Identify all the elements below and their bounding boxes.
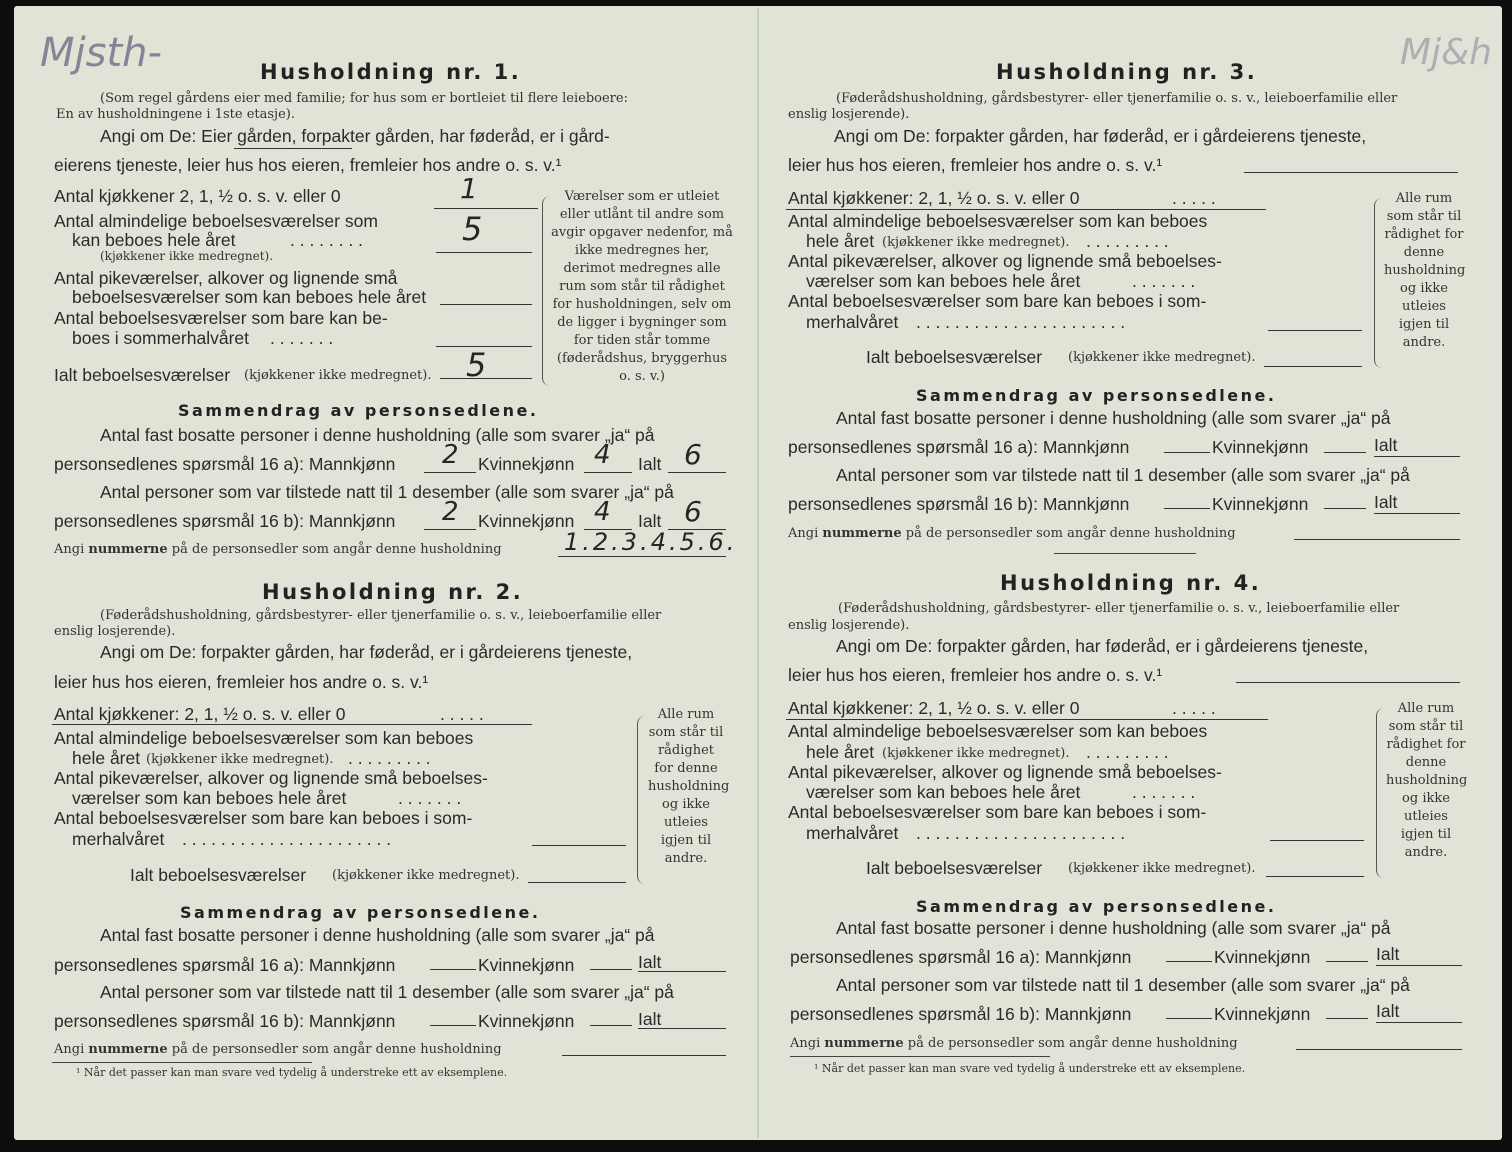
household-4-angi-line1: Angi om De: forpakter gården, har føderåd, er i gårdeierens tjeneste, [836, 636, 1369, 656]
footnote-right: ¹ Når det passer kan man svare ved tydelig å understreke ett av eksemplene. [814, 1062, 1246, 1075]
household-2-resident-line2: personsedlenes spørsmål 16 a): Mannkjønn [54, 955, 396, 975]
household-4-resident-male-line [1166, 961, 1212, 962]
household-2-summer-dots: . . . . . . . . . . . . . . . . . . . . . . [182, 829, 392, 849]
household-1-title: Husholdning nr. 1. [260, 60, 522, 84]
household-4-resident-total-label: Ialt [1376, 944, 1400, 964]
household-3-resident-male-line [1164, 452, 1210, 453]
household-1-resident-line1: Antal fast bosatte personer i denne husholdning (alle som svarer „ja“ på [100, 425, 655, 445]
household-3-total-label: Ialt beboelsesværelser [866, 347, 1043, 367]
household-4-angi-line2: leier hus hos eieren, fremleier hos andre o. s. v.¹ [788, 665, 1163, 685]
household-4-present-line2: personsedlenes spørsmål 16 b): Mannkjønn [790, 1004, 1132, 1024]
household-4-present-female-label: Kvinnekjønn [1214, 1004, 1311, 1024]
household-1-angi-line2: eierens tjeneste, leier hus hos eieren, fremleier hos andre o. s. v.¹ [54, 155, 562, 175]
household-1-summer-label2: boes i sommerhalvåret [72, 328, 250, 348]
footnote-rule-left [52, 1062, 312, 1063]
household-3-resident-total-line [1374, 456, 1460, 457]
footnote-left: ¹ Når det passer kan man svare ved tydelig å understreke ett av eksemplene. [76, 1066, 508, 1079]
page-fold [757, 8, 759, 1138]
household-2-maid-label1: Antal pikeværelser, alkover og lignende små beboelses- [54, 768, 488, 788]
household-1-maid-line [440, 304, 532, 305]
household-3-brace [1374, 198, 1383, 368]
household-1-numbers-line [558, 556, 726, 557]
household-2-present-total-label: Ialt [638, 1009, 662, 1029]
household-1-rooms-value: 5 [462, 210, 483, 248]
household-3-side-note: Alle rum som står til rådighet for denne husholdning og ikke utleies igjen til andre. [1384, 191, 1466, 350]
household-1-resident-female-label: Kvinnekjønn [478, 454, 575, 474]
household-2-present-female-label: Kvinnekjønn [478, 1011, 575, 1031]
household-2-title: Husholdning nr. 2. [262, 580, 524, 604]
household-2-angi-line1: Angi om De: forpakter gården, har føderåd, er i gårdeierens tjeneste, [100, 642, 633, 662]
household-2-total-note: (kjøkkener ikke medregnet). [332, 868, 520, 883]
household-4-side-note: Alle rum som står til rådighet for denne husholdning og ikke utleies igjen til andre. [1386, 701, 1468, 860]
household-2-present-total-line [638, 1028, 726, 1029]
household-3-rooms-note: (kjøkkener ikke medregnet). [882, 235, 1070, 250]
household-2-resident-total-line [638, 971, 726, 972]
household-3-present-female-label: Kvinnekjønn [1212, 494, 1309, 514]
household-3-resident-female-label: Kvinnekjønn [1212, 437, 1309, 457]
household-2-brace [637, 716, 646, 884]
household-1-maid-label1: Antal pikeværelser, alkover og lignende små [54, 268, 398, 288]
household-2-resident-line1: Antal fast bosatte personer i denne husholdning (alle som svarer „ja“ på [100, 925, 655, 945]
household-2-summer-label1: Antal beboelsesværelser som bare kan beboes i som- [54, 808, 473, 828]
household-2-summer-line [532, 845, 626, 846]
household-1-summary-title: Sammendrag av personsedlene. [178, 401, 539, 420]
pencil-note-left: Mjsth- [40, 30, 162, 76]
household-1-present-total: 6 [684, 495, 702, 528]
household-2-rooms-label2: hele året [72, 748, 141, 768]
household-1-numbers-value: 1.2.3.4.5.6. [564, 528, 738, 556]
household-4-summer-dots: . . . . . . . . . . . . . . . . . . . . . . [916, 823, 1126, 843]
pencil-note-right: Mj&h [1400, 32, 1492, 73]
household-1-side-note: Værelser som er utleiet eller utlånt til andre som avgir opgaver nedenfor, må ikke medregnes her, derimot medregnes alle rum som står til rådighet for husholdningen, selv om de ligger i bygninger som for tiden står tomme (føderådshus, bryggerhus o. s. v.) [551, 189, 733, 384]
household-4-brace [1376, 708, 1385, 878]
household-1-rooms-label2: kan beboes hele året [72, 230, 236, 250]
household-3-present-total-line [1374, 513, 1460, 514]
household-1-rooms-line [436, 252, 532, 253]
household-3-rooms-label2: hele året [806, 231, 875, 251]
household-4-present-total-label: Ialt [1376, 1001, 1400, 1021]
household-3-rooms-dots: . . . . . . . . . [1086, 231, 1169, 251]
household-3-present-line2: personsedlenes spørsmål 16 b): Mannkjønn [788, 494, 1130, 514]
household-4-resident-female-label: Kvinnekjønn [1214, 947, 1311, 967]
household-3-present-female-line [1324, 508, 1366, 509]
household-4-present-female-line [1326, 1018, 1368, 1019]
household-4-resident-line2: personsedlenes spørsmål 16 a): Mannkjønn [790, 947, 1132, 967]
household-4-maid-label1: Antal pikeværelser, alkover og lignende små beboelses- [788, 762, 1222, 782]
household-3-title: Husholdning nr. 3. [996, 60, 1258, 84]
household-1-rooms-label1: Antal almindelige beboelsesværelser som [54, 211, 378, 231]
household-3-maid-label1: Antal pikeværelser, alkover og lignende små beboelses- [788, 251, 1222, 271]
household-4-summer-line [1270, 840, 1364, 841]
household-4-total-line [1266, 876, 1364, 877]
household-3-maid-label2: værelser som kan beboes hele året [806, 271, 1081, 291]
household-3-total-note: (kjøkkener ikke medregnet). [1068, 350, 1256, 365]
household-4-resident-total-line [1376, 965, 1462, 966]
household-3-kitchens-label: Antal kjøkkener: 2, 1, ½ o. s. v. eller 0 [788, 188, 1080, 208]
household-4-maid-dots: . . . . . . . [1132, 782, 1196, 802]
household-3-intro-line2: enslig losjerende). [788, 107, 910, 122]
household-4-summer-label1: Antal beboelsesværelser som bare kan beboes i som- [788, 802, 1207, 822]
household-1-resident-line2: personsedlenes spørsmål 16 a): Mannkjønn [54, 454, 396, 474]
household-3-summer-dots: . . . . . . . . . . . . . . . . . . . . . . [916, 312, 1126, 332]
household-2-kitchens-line [52, 724, 532, 725]
household-3-numbers: Angi nummerne på de personsedler som angår denne husholdning [788, 526, 1236, 541]
household-2-side-note: Alle rum som står til rådighet for denne husholdning og ikke utleies igjen til andre. [648, 707, 730, 866]
household-4-rooms-label1: Antal almindelige beboelsesværelser som kan beboes [788, 721, 1208, 741]
household-4-rooms-dots: . . . . . . . . . [1086, 742, 1169, 762]
household-1-present-male: 2 [442, 497, 459, 527]
household-4-intro-line1: (Føderådshusholdning, gårdsbestyrer- eller tjenerfamilie o. s. v., leieboerfamilie eller [838, 601, 1400, 616]
household-4-present-line1: Antal personer som var tilstede natt til 1 desember (alle som svarer „ja“ på [836, 975, 1410, 995]
household-2-resident-total-label: Ialt [638, 952, 662, 972]
household-3-resident-female-line [1324, 452, 1366, 453]
household-4-kitchens-dots: . . . . . [1172, 698, 1216, 718]
household-3-maid-dots: . . . . . . . [1132, 271, 1196, 291]
household-1-total-label: Ialt beboelsesværelser [54, 365, 231, 385]
household-4-rooms-label2: hele året [806, 742, 875, 762]
household-3-present-total-label: Ialt [1374, 492, 1398, 512]
household-1-present-female: 4 [594, 497, 611, 527]
household-2-present-male-line [430, 1025, 476, 1026]
household-1-resident-female: 4 [594, 440, 611, 470]
household-3-summer-line [1268, 330, 1362, 331]
household-4-total-note: (kjøkkener ikke medregnet). [1068, 861, 1256, 876]
household-1-kitchens-value: 1 [460, 172, 478, 205]
household-1-summer-dots: . . . . . . . [270, 328, 334, 348]
household-2-rooms-dots: . . . . . . . . . [348, 748, 431, 768]
household-3-intro-line1: (Føderådshusholdning, gårdsbestyrer- eller tjenerfamilie o. s. v., leieboerfamilie eller [836, 91, 1398, 106]
household-4-present-total-line [1376, 1022, 1462, 1023]
household-1-resident-male: 2 [442, 440, 459, 470]
household-1-total-note: (kjøkkener ikke medregnet). [244, 368, 432, 383]
household-4-rooms-note: (kjøkkener ikke medregnet). [882, 746, 1070, 761]
household-2-kitchens-label: Antal kjøkkener: 2, 1, ½ o. s. v. eller 0 [54, 704, 346, 724]
household-1-resident-female-line [584, 472, 632, 473]
household-4-summary-title: Sammendrag av personsedlene. [916, 897, 1277, 916]
household-1-present-female-label: Kvinnekjønn [478, 511, 575, 531]
household-4-angi-line [1236, 682, 1460, 683]
household-1-numbers: Angi nummerne på de personsedler som angår denne husholdning [54, 542, 502, 557]
household-2-maid-label2: værelser som kan beboes hele året [72, 788, 347, 808]
household-4-numbers-line [1296, 1049, 1462, 1050]
household-2-maid-dots: . . . . . . . [398, 788, 462, 808]
household-1-total-line [440, 378, 532, 379]
household-2-present-line1: Antal personer som var tilstede natt til 1 desember (alle som svarer „ja“ på [100, 982, 674, 1002]
household-3-summary-title: Sammendrag av personsedlene. [916, 386, 1277, 405]
household-3-resident-total-label: Ialt [1374, 435, 1398, 455]
household-2-rooms-label1: Antal almindelige beboelsesværelser som kan beboes [54, 728, 474, 748]
household-4-maid-label2: værelser som kan beboes hele året [806, 782, 1081, 802]
household-3-rooms-label1: Antal almindelige beboelsesværelser som kan beboes [788, 211, 1208, 231]
household-1-rooms-dots: . . . . . . . . [290, 230, 363, 250]
household-3-kitchens-line [786, 209, 1266, 210]
household-2-total-label: Ialt beboelsesværelser [130, 865, 307, 885]
household-1-resident-total-label: Ialt [638, 454, 662, 474]
household-3-summer-label2: merhalvåret [806, 312, 899, 332]
household-2-resident-male-line [430, 969, 476, 970]
household-4-summer-label2: merhalvåret [806, 823, 899, 843]
household-3-resident-line2: personsedlenes spørsmål 16 a): Mannkjønn [788, 437, 1130, 457]
household-4-present-male-line [1166, 1018, 1212, 1019]
household-4-total-label: Ialt beboelsesværelser [866, 858, 1043, 878]
right-page [786, 0, 1466, 1140]
household-1-resident-total-line [668, 472, 726, 473]
household-4-resident-female-line [1326, 961, 1368, 962]
household-3-resident-line1: Antal fast bosatte personer i denne husholdning (alle som svarer „ja“ på [836, 408, 1391, 428]
household-1-kitchens-line [434, 208, 538, 209]
household-3-present-male-line [1164, 508, 1210, 509]
household-3-present-line1: Antal personer som var tilstede natt til 1 desember (alle som svarer „ja“ på [836, 465, 1410, 485]
household-3-angi-line2: leier hus hos eieren, fremleier hos andre o. s. v.¹ [788, 155, 1163, 175]
household-separator [1054, 553, 1196, 554]
household-3-summer-label1: Antal beboelsesværelser som bare kan beboes i som- [788, 291, 1207, 311]
household-3-numbers-line [1294, 539, 1460, 540]
household-2-numbers-line [562, 1055, 726, 1056]
household-2-summary-title: Sammendrag av personsedlene. [180, 903, 541, 922]
household-2-intro-line2: enslig losjerende). [54, 624, 176, 639]
household-2-intro-line1: (Føderådshusholdning, gårdsbestyrer- eller tjenerfamilie o. s. v., leieboerfamilie eller [100, 608, 662, 623]
household-1-total-value: 5 [466, 346, 487, 384]
household-1-present-line1: Antal personer som var tilstede natt til 1 desember (alle som svarer „ja“ på [100, 482, 674, 502]
household-2-summer-label2: merhalvåret [72, 829, 165, 849]
household-3-total-line [1264, 366, 1362, 367]
household-2-total-line [528, 882, 626, 883]
eier-underline [234, 148, 352, 149]
household-4-kitchens-line [786, 719, 1268, 720]
household-4-numbers: Angi nummerne på de personsedler som angår denne husholdning [790, 1036, 1238, 1051]
household-1-present-male-line [424, 529, 476, 530]
household-1-summer-label1: Antal beboelsesværelser som bare kan be- [54, 308, 388, 328]
footnote-rule-right [790, 1056, 1050, 1057]
household-3-angi-line [1244, 172, 1458, 173]
household-4-intro-line2: enslig losjerende). [788, 618, 910, 633]
household-1-present-total-label: Ialt [638, 511, 662, 531]
household-1-maid-label2: beboelsesværelser som kan beboes hele året [72, 287, 427, 307]
household-1-resident-total: 6 [684, 438, 702, 471]
household-4-title: Husholdning nr. 4. [1000, 571, 1262, 595]
household-2-numbers: Angi nummerne på de personsedler som angår denne husholdning [54, 1042, 502, 1057]
household-2-rooms-note: (kjøkkener ikke medregnet). [146, 752, 334, 767]
household-1-rooms-note: (kjøkkener ikke medregnet). [100, 249, 274, 263]
household-1-intro-line1: (Som regel gårdens eier med familie; for hus som er bortleiet til flere leieboere: [100, 91, 628, 106]
household-1-kitchens-label: Antal kjøkkener 2, 1, ½ o. s. v. eller 0 [54, 186, 341, 206]
household-3-kitchens-dots: . . . . . [1172, 188, 1216, 208]
household-1-present-line2: personsedlenes spørsmål 16 b): Mannkjønn [54, 511, 396, 531]
household-3-angi-line1: Angi om De: forpakter gården, har føderåd, er i gårdeierens tjeneste, [834, 126, 1367, 146]
household-2-kitchens-dots: . . . . . [440, 704, 484, 724]
household-2-resident-female-label: Kvinnekjønn [478, 955, 575, 975]
household-1-angi-line1: Angi om De: Eier gården, forpakter gården, har føderåd, er i gård- [100, 126, 610, 146]
household-1-resident-male-line [424, 472, 476, 473]
household-1-intro-line2: En av husholdningene i 1ste etasje). [56, 107, 295, 122]
household-2-present-line2: personsedlenes spørsmål 16 b): Mannkjønn [54, 1011, 396, 1031]
household-2-angi-line2: leier hus hos eieren, fremleier hos andre o. s. v.¹ [54, 672, 429, 692]
household-2-resident-female-line [590, 969, 632, 970]
left-page [52, 0, 738, 1140]
household-4-kitchens-label: Antal kjøkkener: 2, 1, ½ o. s. v. eller 0 [788, 698, 1080, 718]
household-4-resident-line1: Antal fast bosatte personer i denne husholdning (alle som svarer „ja“ på [836, 918, 1391, 938]
household-2-present-female-line [590, 1025, 632, 1026]
